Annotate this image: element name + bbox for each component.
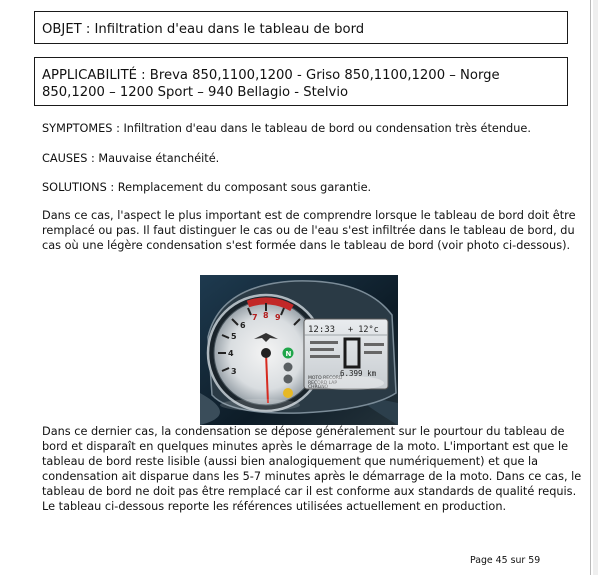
after-paragraph (42, 424, 581, 514)
after-line: tableau de bord ne doit pas être remplacé car il est conforme aux standards de qualité requis. (42, 485, 577, 498)
applicabilite-line-1: APPLICABILITÉ : Breva 850,1100,1200 - Griso 850,1100,1200 – Norge (42, 68, 500, 83)
after-line: bord et disparaît en quelques minutes après le démarrage de la moto. L'important est que le (42, 440, 569, 453)
dashboard-photo-drawing (200, 275, 398, 425)
lcd-odometer: 6.399 km (340, 369, 377, 378)
svg-text:4: 4 (228, 349, 234, 358)
page-number: Page 45 sur 59 (470, 555, 541, 566)
applicabilite-line-2: 850,1200 – 1200 Sport – 940 Bellagio - Stelvio (42, 85, 349, 100)
lcd-row: CHRONO (308, 385, 329, 390)
after-line: Dans ce dernier cas, la condensation se dépose généralement sur le pourtour du tableau de (42, 425, 565, 438)
symptomes-text: SYMPTOMES : Infiltration d'eau dans le tableau de bord ou condensation très étendue. (42, 122, 531, 135)
dashboard-photo (200, 275, 398, 425)
lcd-row: RECORD LAP (308, 381, 338, 386)
lcd-row: MOTO RECORD (308, 376, 343, 381)
intro-paragraph (42, 208, 576, 253)
objet-title: OBJET : Infiltration d'eau dans le tableau de bord (42, 22, 365, 37)
intro-line: cas où une légère condensation s'est formée dans le tableau de bord (voir photo ci-dessous). (42, 239, 571, 252)
intro-line: Dans ce cas, l'aspect le plus important est de comprendre lorsque le tableau de bord doit être (42, 209, 576, 222)
after-line: tableau de bord reste lisible (aussi bien analogiquement que numériquement) et que la (42, 455, 539, 468)
lcd-clock: 12:33 (308, 325, 336, 335)
intro-line: remplacé ou pas. Il faut distinguer le cas ou de l'eau s'est infiltrée dans le tableau de bord, du (42, 224, 575, 237)
svg-text:7: 7 (252, 313, 258, 322)
svg-text:6: 6 (240, 321, 246, 330)
svg-text:9: 9 (275, 313, 281, 322)
page-edge-shadow (593, 0, 598, 575)
svg-text:8: 8 (263, 311, 269, 320)
page-edge-line (590, 0, 591, 575)
svg-text:N: N (285, 350, 292, 358)
svg-text:3: 3 (231, 367, 237, 376)
lcd-temperature: + 12°c (348, 325, 379, 335)
causes-text: CAUSES : Mauvaise étanchéité. (42, 152, 220, 165)
after-line: Le tableau ci-dessous reporte les références utilisées actuellement en production. (42, 500, 507, 513)
solutions-text: SOLUTIONS : Remplacement du composant sous garantie. (42, 181, 372, 194)
after-line: condensation ait disparue dans les 5-7 minutes après le démarrage de la moto. Dans ce cas, le (42, 470, 582, 483)
svg-text:5: 5 (231, 332, 237, 341)
